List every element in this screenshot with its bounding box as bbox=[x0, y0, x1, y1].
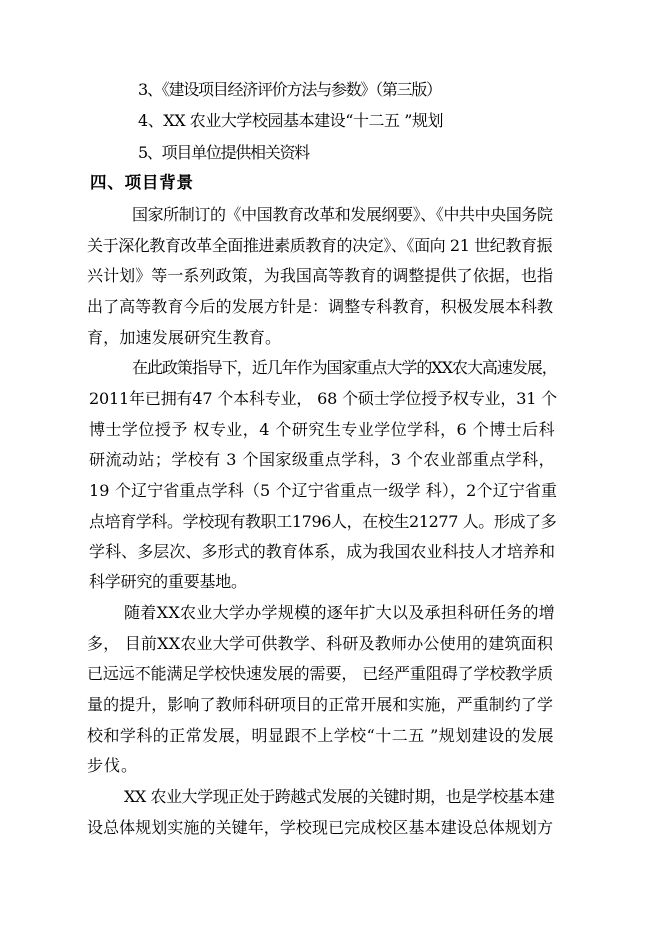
section-heading: 四、项目背景 bbox=[90, 173, 194, 192]
reference-item-5: 5、项目单位提供相关资料 bbox=[138, 143, 309, 162]
paragraph-3-line-3: 已远远不能满足学校快速发展的需要， 已经严重阻碍了学校教学质 bbox=[87, 664, 553, 683]
paragraph-4-line-1: XX 农业大学现正处于跨越式发展的关键时期，也是学校基本建 bbox=[124, 787, 555, 806]
paragraph-2-line-3: 博士学位授予 权专业，4 个研究生专业学位学科，6 个博士后科 bbox=[89, 420, 556, 439]
reference-item-3: 3、《建设项目经济评价方法与参数》（第三版） bbox=[138, 80, 441, 99]
paragraph-1-line-2: 关于深化教育改革全面推进素质教育的决定》、《面向 21 世纪教育振 bbox=[87, 236, 553, 255]
paragraph-3-line-1: 随着XX农业大学办学规模的逐年扩大以及承担科研任务的增 bbox=[124, 603, 556, 622]
paragraph-1-line-1: 国家所制订的《中国教育改革和发展纲要》、《中共中央国务院 bbox=[132, 205, 553, 224]
paragraph-2-line-4: 研流动站；学校有 3 个国家级重点学科，3 个农业部重点学科， bbox=[89, 450, 556, 469]
paragraph-1-line-4: 出了高等教育今后的发展方针是：调整专科教育，积极发展本科教 bbox=[87, 297, 554, 316]
paragraph-2-line-6: 点培育学科。学校现有教职工1796人，在校生21277 人。形成了多 bbox=[89, 512, 557, 531]
paragraph-1-line-5: 育，加速发展研究生教育。 bbox=[87, 328, 282, 347]
paragraph-3-line-5: 校和学科的正常发展，明显跟不上学校“十二五 ”规划建设的发展 bbox=[87, 726, 554, 745]
reference-item-4: 4、XX 农业大学校园基本建设“十二五 ”规划 bbox=[138, 111, 444, 130]
paragraph-2-line-8: 科学研究的重要基地。 bbox=[89, 572, 247, 591]
paragraph-2-line-5: 19 个辽宁省重点学科（5 个辽宁省重点一级学 科），2个辽宁省重 bbox=[89, 481, 558, 500]
paragraph-3-line-4: 量的提升，影响了教师科研项目的正常开展和实施，严重制约了学 bbox=[87, 695, 554, 714]
paragraph-1-line-3: 兴计划》等一系列政策，为我国高等教育的调整提供了依据，也指 bbox=[87, 266, 554, 285]
paragraph-4-line-2: 设总体规划实施的关键年，学校现已完成校区基本建设总体规划方 bbox=[87, 818, 554, 837]
paragraph-3-line-6: 步伐。 bbox=[87, 756, 139, 775]
paragraph-2-line-7: 学科、多层次、多形式的教育体系，成为我国农业科技人才培养和 bbox=[89, 542, 556, 561]
paragraph-3-line-2: 多， 目前XX农业大学可供教学、科研及教师办公使用的建筑面积 bbox=[87, 634, 554, 653]
paragraph-2-line-2: 2011年已拥有47 个本科专业， 68 个硕士学位授予权专业，31 个 bbox=[89, 389, 557, 408]
paragraph-2-line-1: 在此政策指导下，近几年作为国家重点大学的XX农大高速发展， bbox=[132, 358, 557, 377]
